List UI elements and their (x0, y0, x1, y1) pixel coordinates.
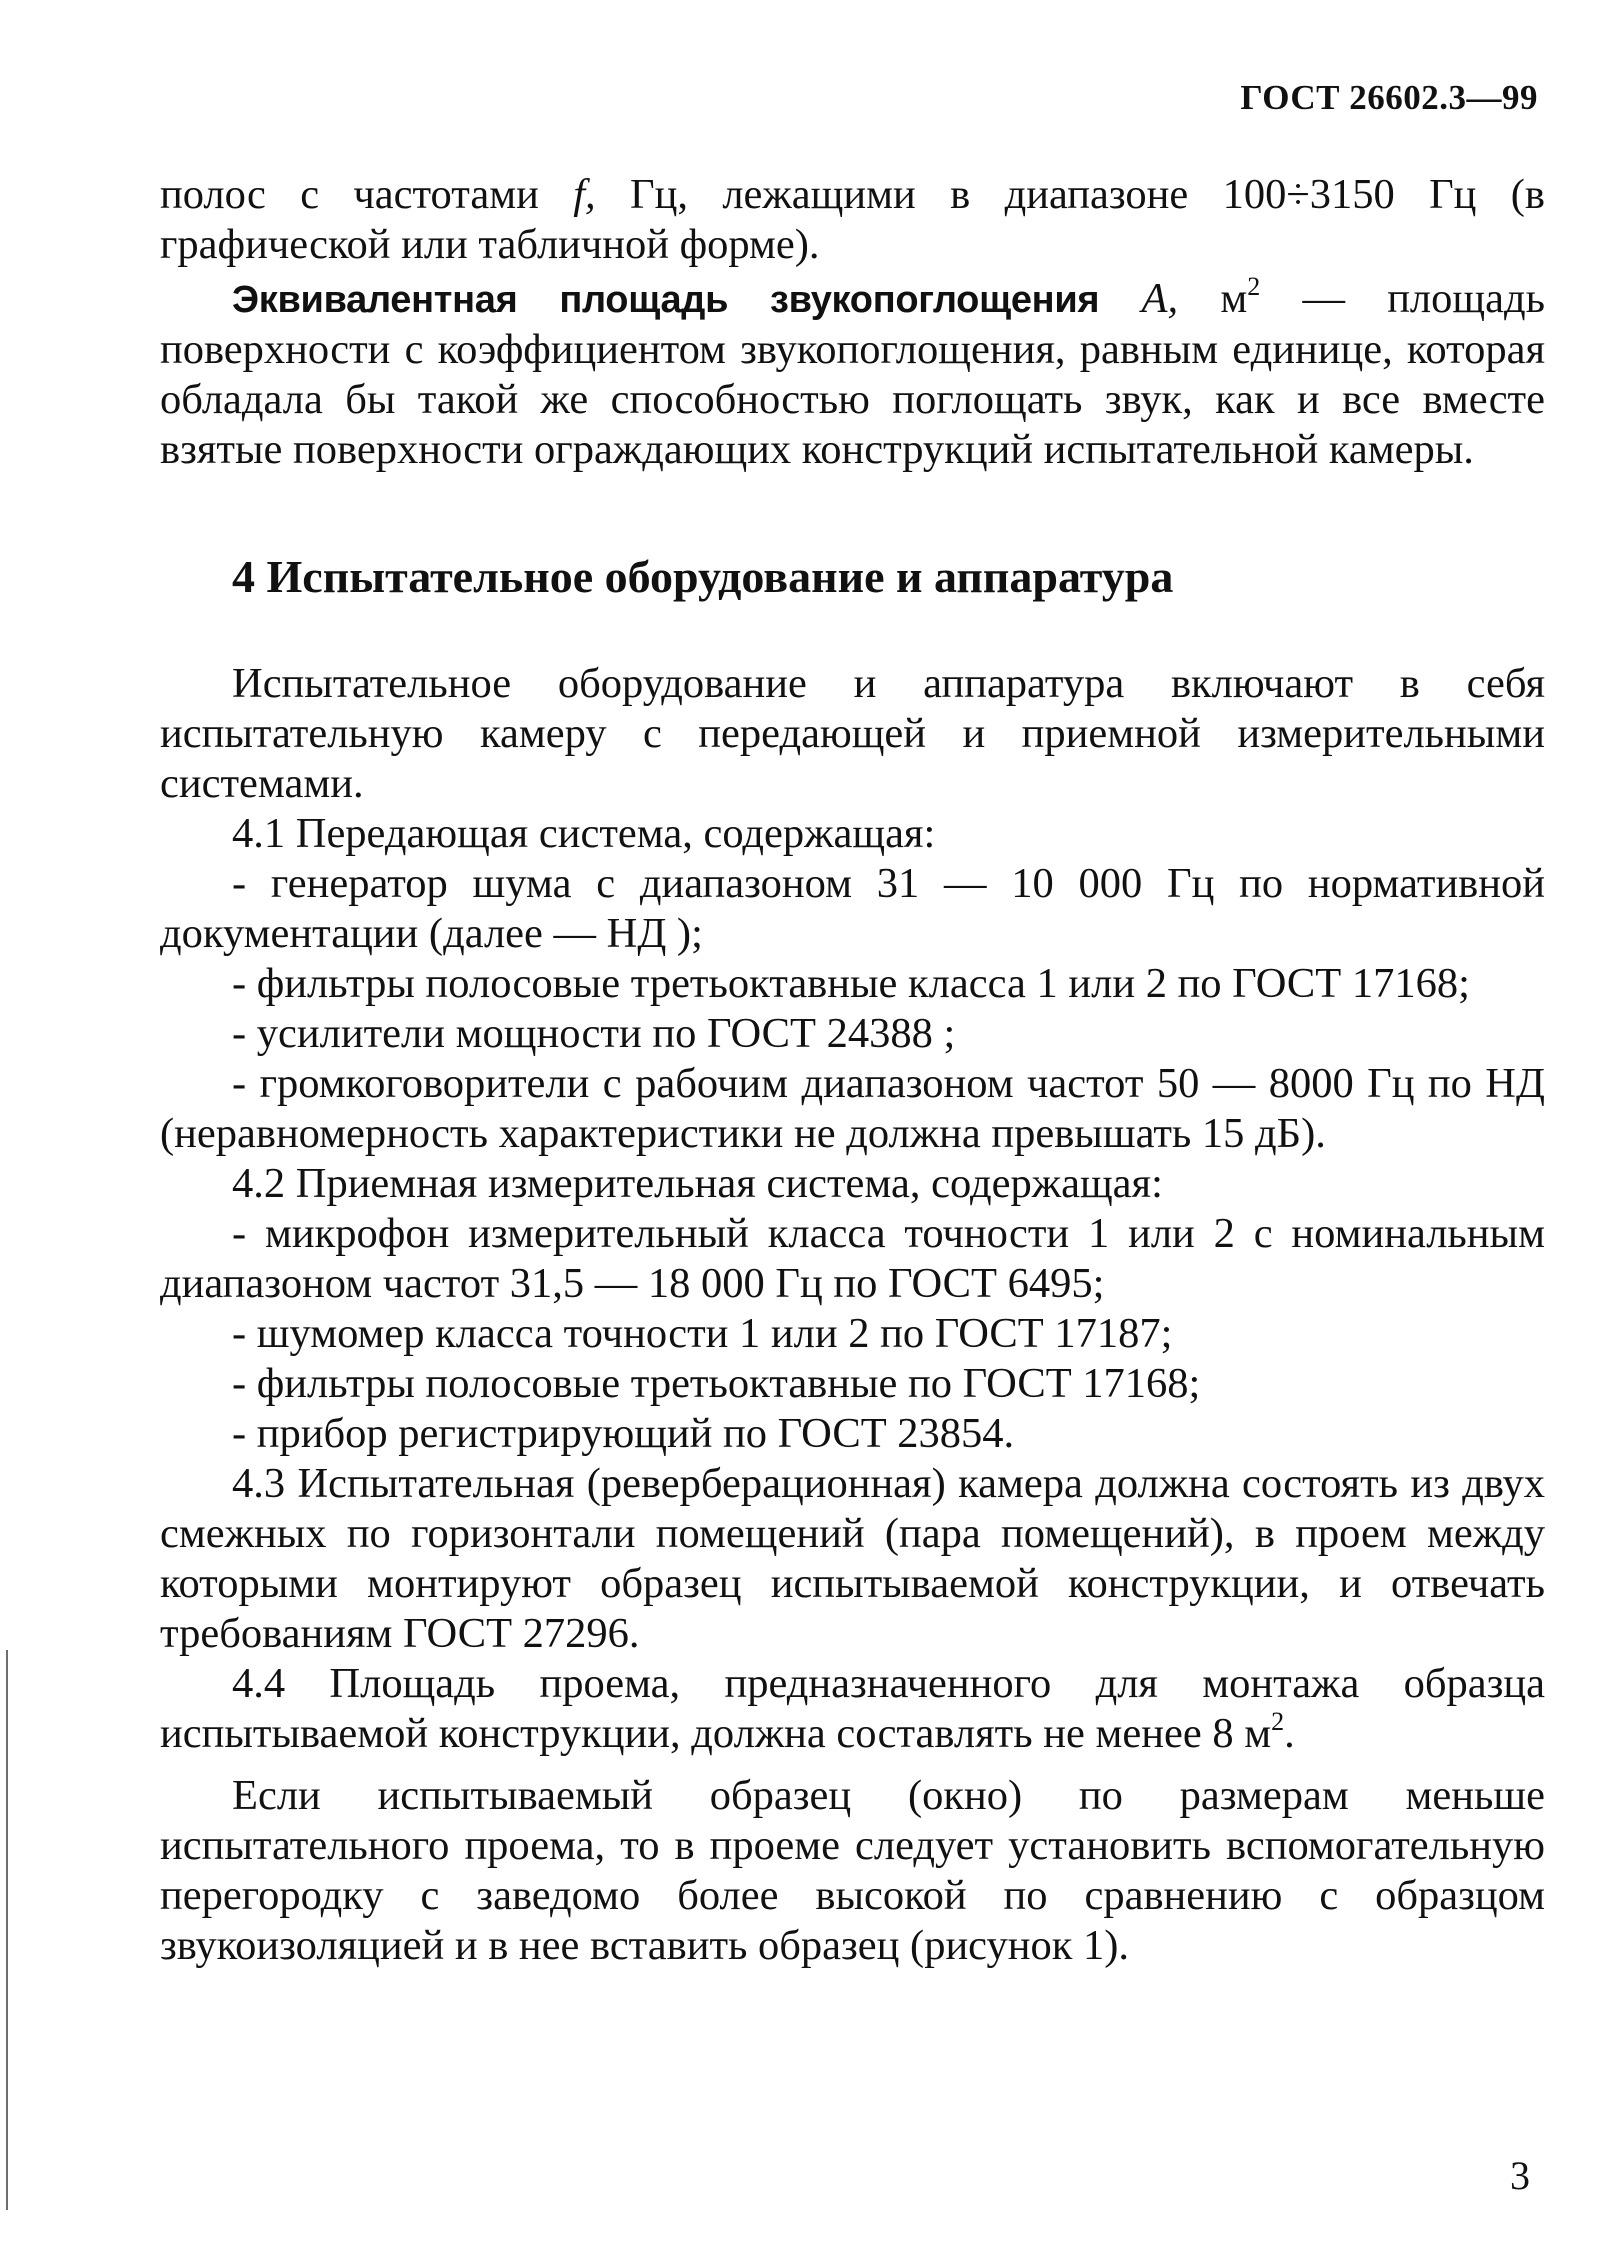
list-item: - фильтры полосовые третьоктавные класса 1 или 2 по ГОСТ 17168; (232, 960, 1470, 1007)
subsection-4-2-title: 4.2 Приемная измерительная система, содержащая: (232, 1160, 1163, 1207)
list-item: - усилители мощности по ГОСТ 24388 ; (232, 1010, 956, 1057)
list-item: - шумомер класса точности 1 или 2 по ГОСТ 17187; (232, 1310, 1173, 1357)
paragraph-equivalent-area (160, 274, 1545, 475)
unit-superscript: 2 (1247, 272, 1261, 301)
paragraph-text: . (1284, 1710, 1295, 1757)
term-definition: Эквивалентная площадь звукопоглощения (232, 279, 1100, 321)
subsection-4-1-title: 4.1 Передающая система, содержащая: (232, 810, 936, 857)
list-item: - прибор регистрирующий по ГОСТ 23854. (232, 1410, 1015, 1457)
page-content (160, 170, 1545, 1971)
paragraph-frequency-bands (160, 170, 1545, 270)
scan-margin-line (6, 1650, 8, 2210)
unit-label: м (1178, 275, 1248, 322)
paragraph-text: 4.4 Площадь проема, предназначенного для монтажа образца испытываемой конструкции, должна составлять не менее 8 м (160, 1660, 1545, 1757)
paragraph-text: Гц, лежащими в диапазоне 100÷3150 Гц (в графической или табличной форме). (160, 171, 1546, 268)
list-item: - громкоговорители с рабочим диапазоном частот 50 — 8000 Гц по НД (неравномерность характеристики не должна превышать 15 дБ). (160, 1060, 1545, 1157)
section-heading: 4 Испытательное оборудование и аппаратура (232, 551, 1174, 602)
document-header: ГОСТ 26602.3—99 (1240, 78, 1538, 117)
subsection-4-3: 4.3 Испытательная (реверберационная) камера должна состоять из двух смежных по горизонтали помещений (пара помещений), в проем между которыми монтируют образец испытываемой конструкции, и отвечать требованиям ГОСТ 27296. (160, 1460, 1545, 1657)
list-item: - фильтры полосовые третьоктавные по ГОСТ 17168; (232, 1360, 1201, 1407)
paragraph-sample-note: Если испытываемый образец (окно) по размерам меньше испытательного проема, то в проеме следует установить вспомогательную перегородку с заведомо более высокой по сравнению с образцом звукоизоляцией и в нее вставить образец (рисунок 1). (160, 1772, 1545, 1969)
unit-superscript: 2 (1271, 1707, 1285, 1736)
paragraph-text: полос с частотами (160, 171, 574, 218)
subsection-4-4 (160, 1659, 1545, 1759)
list-item: - микрофон измерительный класса точности 1 или 2 с номинальным диапазоном частот 31,5 — 18 000 Гц по ГОСТ 6495; (160, 1210, 1545, 1307)
frequency-symbol: f, (573, 171, 596, 218)
list-item: - генератор шума с диапазоном 31 — 10 000 Гц по нормативной документации (далее — НД ); (160, 860, 1545, 957)
paragraph-intro: Испытательное оборудование и аппаратура включают в себя испытательную камеру с передающей и приемной измерительными системами. (160, 660, 1545, 807)
area-symbol: A, (1141, 275, 1179, 322)
page-number: 3 (1510, 2153, 1530, 2198)
paragraph-text: — площадь поверхности с коэффициентом звукопоглощения, равным единице, которая обладала бы такой же способностью поглощать звук, как и все вместе взятые поверхности ограждающих конструкций испытательной камеры. (160, 275, 1545, 473)
